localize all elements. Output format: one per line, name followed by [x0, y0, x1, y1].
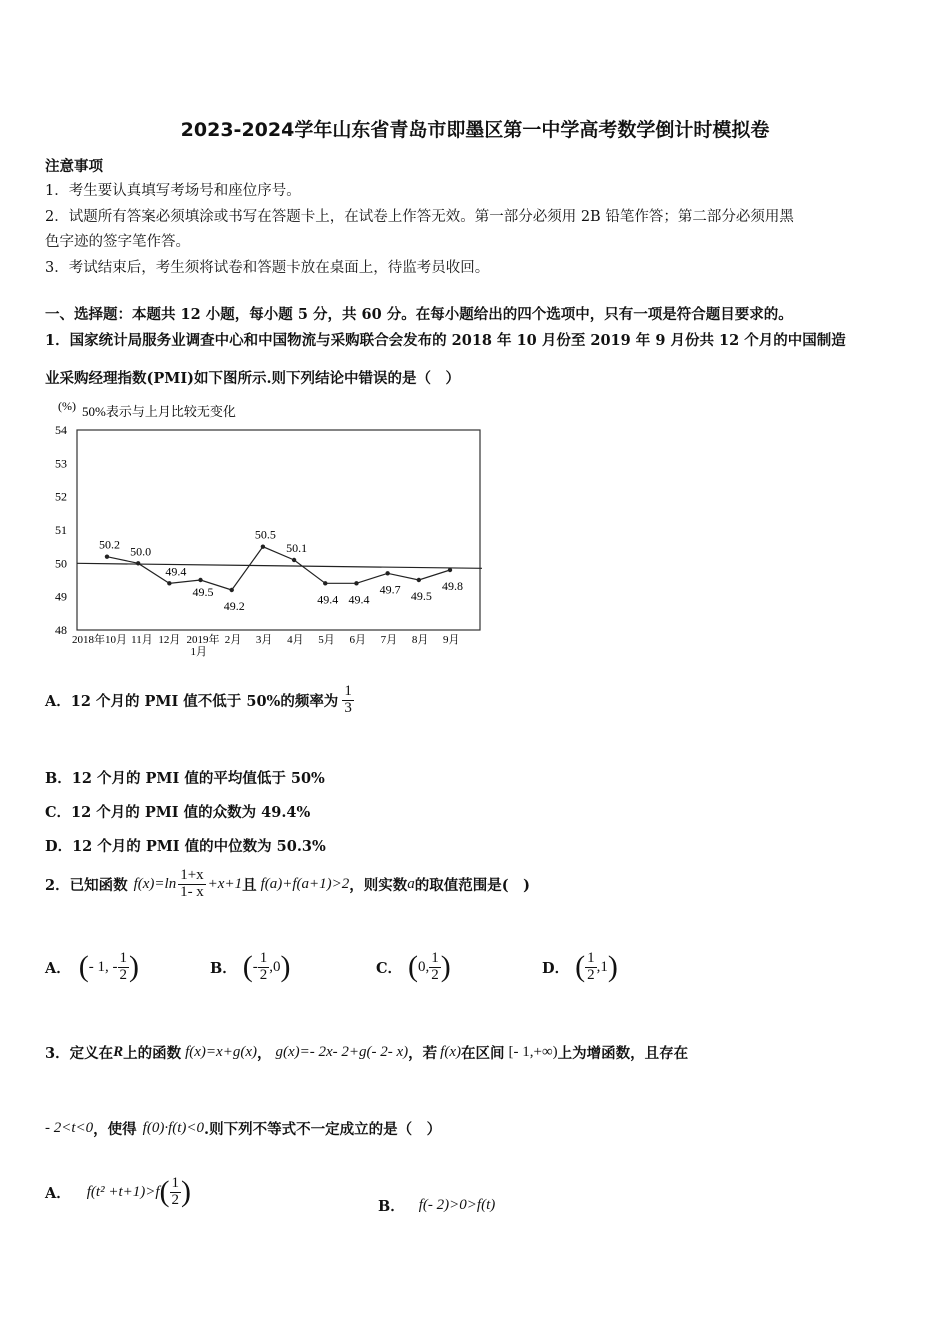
q3-stem-line1 [45, 1042, 688, 1063]
q2-option-a-label: A． [45, 959, 71, 977]
open-paren: ( [575, 950, 586, 983]
q3-option-a-frac [170, 1176, 182, 1209]
q2-suffix: ，则实数 [349, 876, 408, 894]
open-paren: ( [78, 950, 89, 983]
q2-option-a-frac [118, 951, 130, 984]
q3-comma: ， [256, 1045, 272, 1062]
q2-option-b [210, 950, 291, 984]
data-label: 49.5 [410, 589, 432, 603]
data-label: 50.5 [254, 527, 276, 542]
chart-unit-label: (%) [58, 399, 76, 413]
q1-stem-line1: 1．国家统计局服务业调查中心和中国物流与采购联合会发布的 2018 年 10 月份至 2019 年 9 月份共 12 个月的中国制造 [45, 332, 846, 349]
x-tick-label: 2月 [224, 634, 242, 646]
data-label: 50.1 [286, 541, 308, 555]
q2-fx: f(x)=ln [133, 875, 177, 892]
data-point [448, 568, 452, 572]
x-tick-label: 3月 [255, 634, 273, 646]
frac-denominator: 2 [171, 1191, 180, 1208]
q2-option-d-right: ,1 [596, 958, 608, 975]
frac-denominator: 2 [587, 966, 595, 983]
q3-mid: 上的函数 [123, 1045, 182, 1062]
q3-f-def: f(x)=x+g(x) [185, 1044, 257, 1060]
q2-frac-den: 1- x [180, 883, 204, 900]
q3-option-a [45, 1175, 191, 1209]
q2-option-b-right: ,0 [269, 958, 281, 975]
data-point [167, 581, 171, 585]
open-paren: ( [408, 950, 419, 983]
q2-option-d-label: D． [542, 959, 570, 977]
q2-option-d [542, 950, 618, 984]
q1-option-d: D．12 个月的 PMI 值的中位数为 50.3% [45, 838, 326, 855]
data-label: 49.4 [317, 592, 339, 607]
q2-option-c-left: 0, [418, 958, 430, 975]
q2-option-b-label: B． [210, 959, 237, 977]
x-tick-label: 8月 [411, 634, 429, 646]
close-paren: ) [607, 950, 618, 983]
data-point [385, 571, 389, 575]
q3-R: R [113, 1044, 124, 1060]
x-tick-label: 11月 [131, 634, 153, 646]
notice-item-3: 3．考试结束后，考生须将试卷和答题卡放在桌面上，待监考员收回。 [45, 260, 490, 276]
q3-ruo: ，若 [408, 1045, 438, 1062]
y-tick-label: 51 [55, 523, 67, 537]
q2-frac-num: 1+x [180, 867, 204, 883]
data-point [292, 558, 296, 562]
data-point [417, 578, 421, 582]
data-label: 49.7 [379, 582, 401, 597]
q1-option-b: B．12 个月的 PMI 值的平均值低于 50% [45, 770, 325, 787]
q2-option-a-left: - 1, - [88, 958, 118, 975]
x-tick-label: 2018年10月 [72, 634, 127, 646]
data-point [354, 581, 358, 585]
frac-numerator: 1 [259, 949, 268, 966]
x-tick-label: 4月 [287, 634, 304, 646]
notice-heading: 注意事项 [45, 158, 103, 175]
q2-var: a [407, 875, 415, 892]
frac-numerator: 1 [431, 949, 439, 966]
q2-tail: +x+1 [207, 875, 243, 892]
data-label: 49.4 [348, 592, 370, 607]
open-paren: ( [242, 950, 253, 983]
q3-zai: 在区间 [461, 1045, 505, 1062]
q3-condition: f(0)·f(t)<0 [142, 1120, 205, 1136]
data-label: 49.2 [223, 599, 245, 613]
q1-option-a-text: A．12 个月的 PMI 值不低于 50%的频率为 [45, 692, 339, 710]
y-tick-label: 48 [55, 623, 67, 637]
q2-fraction [178, 868, 205, 901]
q2-option-b-left: - [252, 958, 258, 975]
x-tick-label: 6月 [349, 634, 366, 646]
fraction-one-third [342, 684, 354, 717]
x-tick-label: 7月 [380, 634, 398, 646]
chart-note: 50%表示与上月比较无变化 [82, 404, 236, 419]
q2-option-c [376, 950, 451, 984]
data-label: 49.4 [165, 564, 187, 579]
notice-item-1: 1．考生要认真填写考场号和座位序号。 [45, 183, 301, 199]
data-label: 49.5 [192, 585, 214, 599]
y-tick-label: 50 [55, 556, 67, 571]
frac-denominator: 3 [344, 699, 352, 716]
close-paren: ) [181, 1175, 192, 1208]
data-point [198, 578, 202, 582]
close-paren: ) [280, 950, 291, 983]
q2-cond-prefix: 且 [242, 876, 257, 894]
q2-option-d-frac [585, 951, 597, 984]
q2-condition: f(a)+f(a+1)>2 [260, 875, 350, 892]
q2-prefix: 2．已知函数 [45, 876, 128, 894]
frac-denominator: 2 [119, 966, 128, 983]
q3-option-a-label: A． [45, 1184, 71, 1202]
data-point [323, 581, 327, 585]
q3-stem-line2 [45, 1118, 441, 1139]
q2-option-a [45, 950, 139, 984]
q2-option-b-frac [258, 951, 270, 984]
q2-option-c-frac [429, 951, 441, 984]
q3-prefix: 3．定义在 [45, 1045, 114, 1062]
notice-item-2-cont: 色字迹的签字笔作答。 [45, 234, 190, 250]
frac-numerator: 1 [587, 949, 595, 966]
q2-option-c-label: C． [376, 959, 403, 977]
data-point [230, 588, 234, 592]
q1-stem-line2: 业采购经理指数(PMI)如下图所示.则下列结论中错误的是（ ） [45, 370, 461, 387]
page-title: 2023-2024学年山东省青岛市即墨区第一中学高考数学倒计时模拟卷 [180, 119, 770, 141]
q3-option-b [378, 1195, 495, 1216]
q3-option-b-expr: f(- 2)>0>f(t) [418, 1197, 496, 1213]
close-paren: ) [129, 950, 140, 983]
data-label: 50.2 [99, 537, 120, 552]
x-tick-label: 12月 [158, 634, 181, 646]
q3-shide: ，使得 [93, 1121, 137, 1138]
x-tick-label: 2019年 [186, 634, 220, 646]
x-tick-label: 1月 [190, 646, 208, 658]
y-tick-label: 54 [55, 423, 67, 437]
frac-numerator: 1 [171, 1174, 180, 1191]
pmi-chart [40, 392, 500, 662]
frac-denominator: 2 [431, 966, 439, 983]
data-label: 49.8 [442, 579, 463, 593]
q3-line2-tail: .则下列不等式不一定成立的是（ ） [204, 1121, 442, 1138]
x-tick-label: 5月 [318, 634, 335, 646]
q1-option-c: C．12 个月的 PMI 值的众数为 49.4% [45, 804, 311, 821]
frac-numerator: 1 [119, 949, 128, 966]
q3-option-a-expr: f(t² +t+1)>f [86, 1183, 160, 1200]
data-point [136, 561, 140, 565]
q3-g-def: g(x)=- 2x- 2+g(- 2- x) [275, 1044, 409, 1060]
q3-interval: [- 1,+∞) [508, 1044, 558, 1060]
q2-suffix2: 的取值范围是( ) [414, 876, 530, 894]
frac-numerator: 1 [344, 683, 352, 699]
q3-tail: 上为增函数，且存在 [557, 1045, 689, 1062]
close-paren: ) [440, 950, 451, 983]
frac-denominator: 2 [259, 966, 268, 983]
q3-fx: f(x) [440, 1044, 461, 1060]
q2-stem [45, 868, 530, 901]
y-tick-label: 52 [55, 489, 67, 504]
q3-option-b-label: B． [378, 1198, 405, 1215]
open-paren: ( [159, 1175, 170, 1208]
data-point [105, 554, 109, 558]
q1-option-a [45, 684, 354, 717]
x-tick-label: 9月 [443, 634, 460, 646]
y-tick-label: 53 [55, 456, 67, 471]
section-heading: 一、选择题：本题共 12 小题，每小题 5 分，共 60 分。在每小题给出的四个选项中，只有一项是符合题目要求的。 [45, 306, 793, 323]
q3-t-range: - 2<t<0 [45, 1120, 94, 1136]
y-tick-label: 49 [55, 589, 67, 604]
data-label: 50.0 [130, 544, 152, 559]
data-point [261, 544, 265, 548]
notice-item-2: 2．试题所有答案必须填涂或书写在答题卡上，在试卷上作答无效。第一部分必须用 2B 铅笔作答；第二部分必须用黑 [45, 209, 794, 225]
